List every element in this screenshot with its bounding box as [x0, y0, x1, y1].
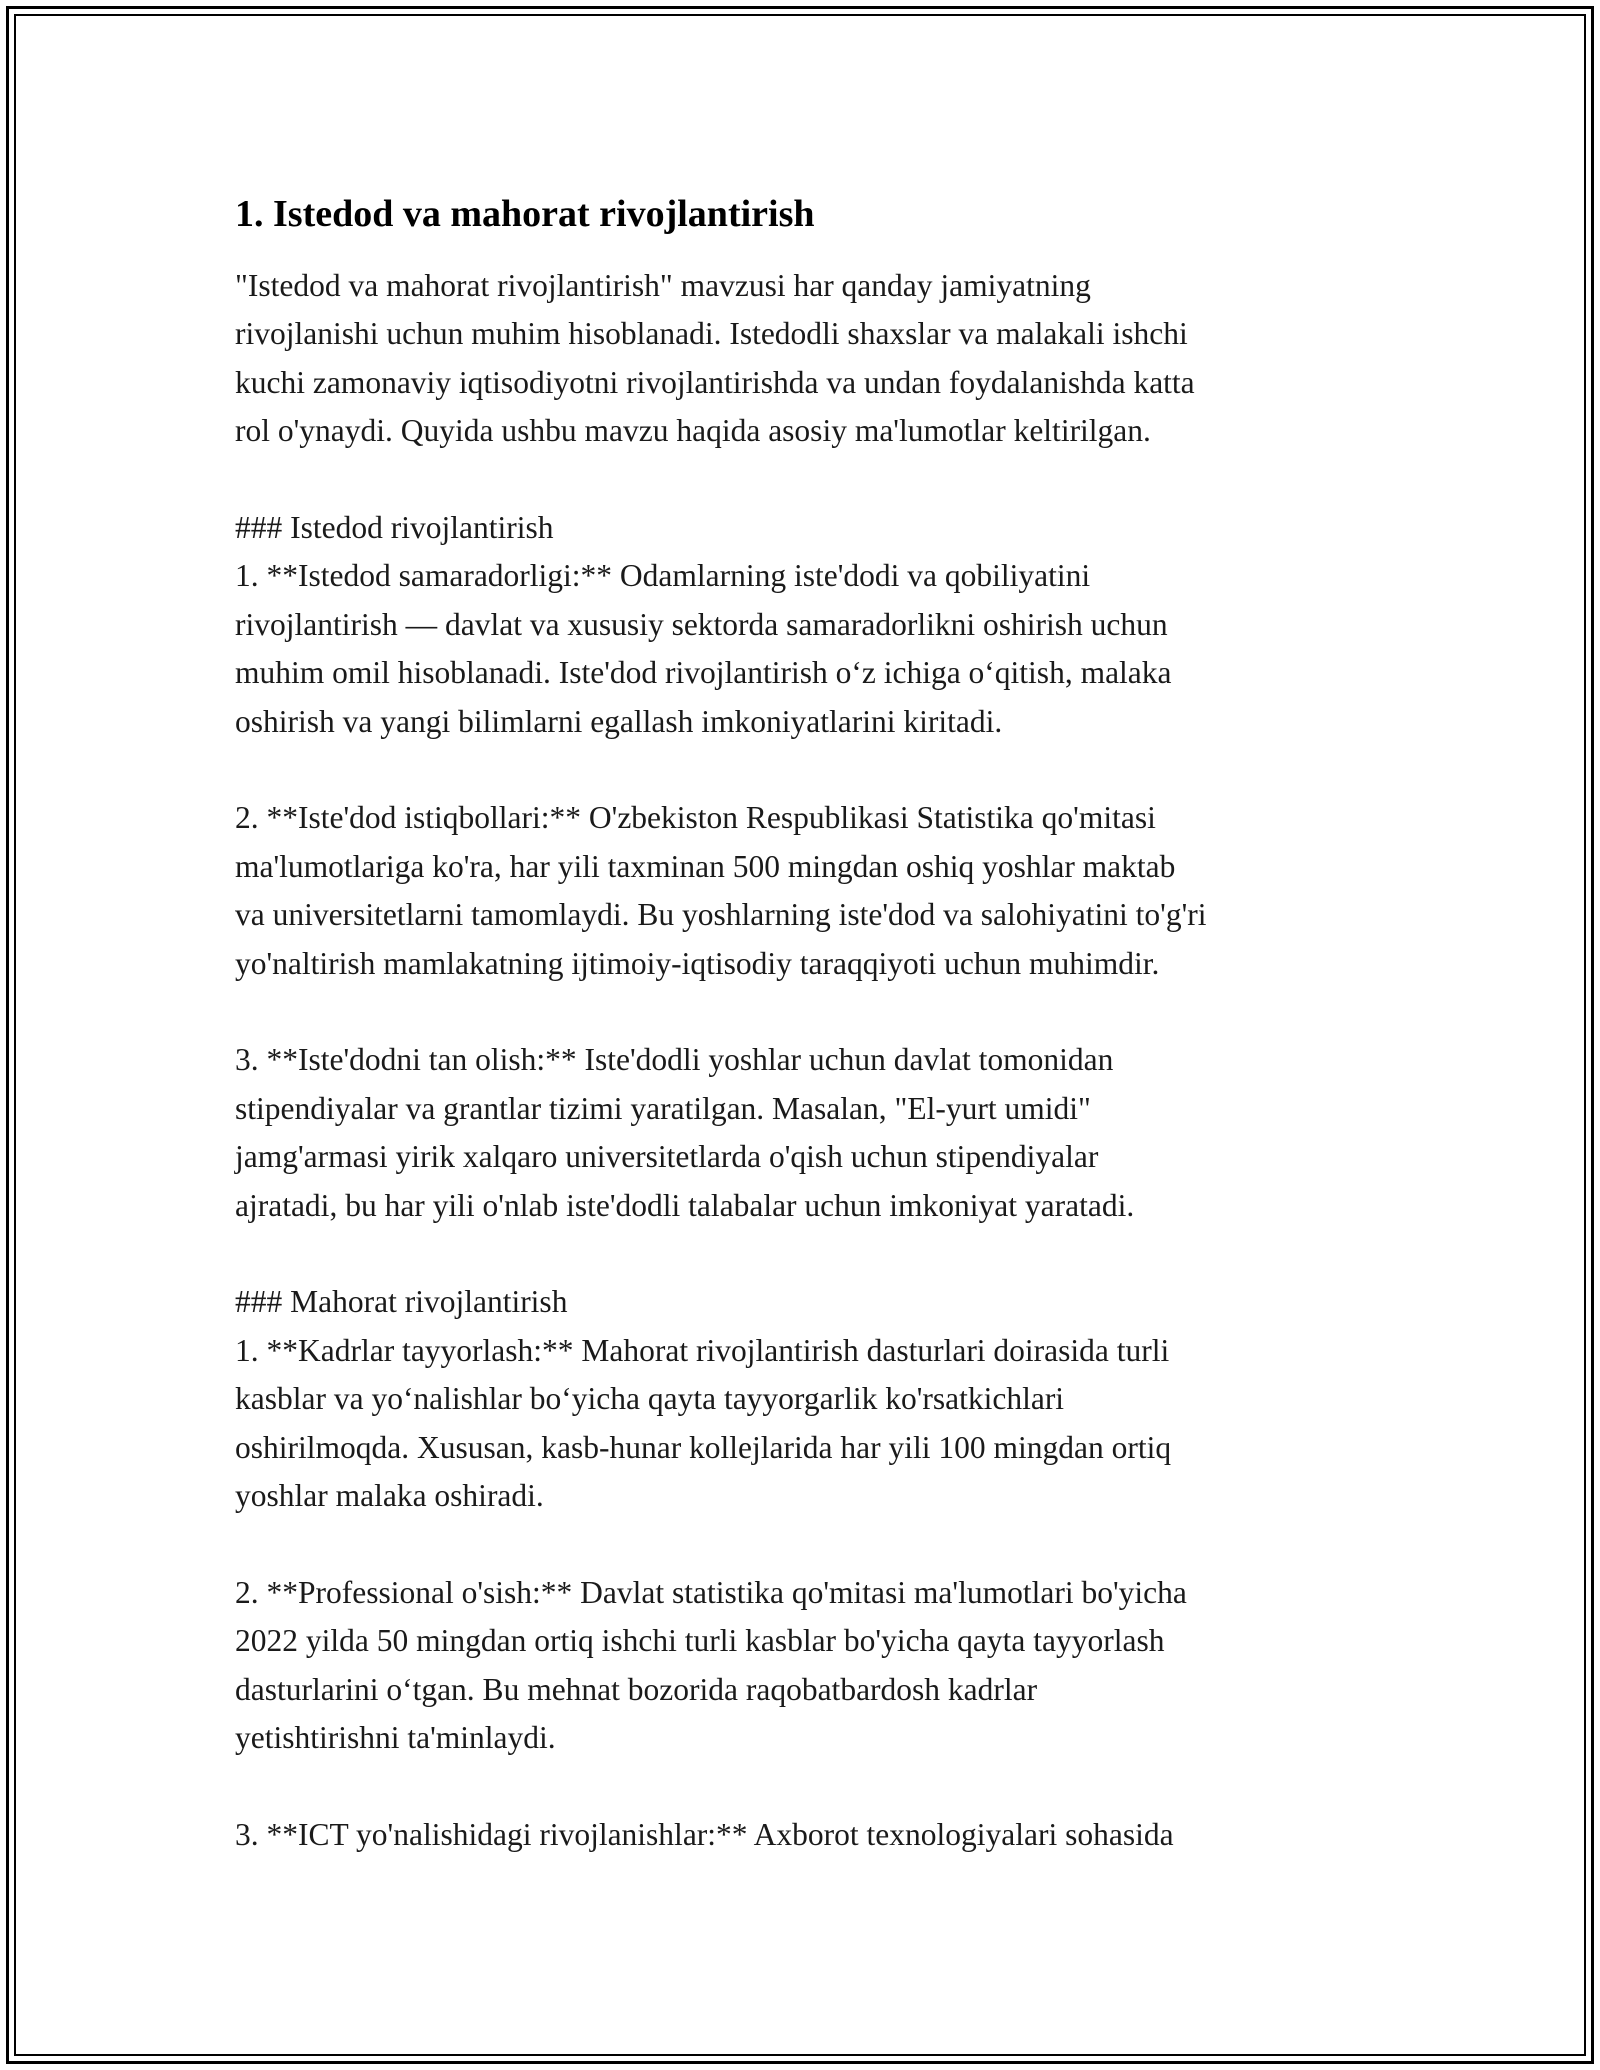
text-line: ajratadi, bu har yili o'nlab iste'dodli talabalar uchun imkoniyat yaratadi.	[235, 1187, 1135, 1223]
blank-line	[235, 988, 1385, 1036]
text-line: kasblar va yoʻnalishlar boʻyicha qayta tayyorgarlik ko'rsatkichlari	[235, 1381, 1065, 1417]
text-line: va universitetlarni tamomlaydi. Bu yoshlarning iste'dod va salohiyatini to'g'ri	[235, 897, 1207, 933]
section-heading-mahorat: ### Mahorat rivojlantirish	[235, 1284, 568, 1320]
text-line: 1. **Kadrlar tayyorlash:** Mahorat rivojlantirish dasturlari doirasida turli	[235, 1332, 1170, 1368]
text-line: 2. **Professional o'sish:** Davlat statistika qo'mitasi ma'lumotlari bo'yicha	[235, 1574, 1187, 1610]
text-line: 2022 yilda 50 mingdan ortiq ishchi turli kasblar bo'yicha qayta tayyorlash	[235, 1623, 1165, 1659]
blank-line	[235, 1521, 1385, 1569]
text-line: rol o'ynaydi. Quyida ushbu mavzu haqida asosiy ma'lumotlar keltirilgan.	[235, 413, 1151, 449]
intro-paragraph	[235, 262, 1385, 456]
text-line: stipendiyalar va grantlar tizimi yaratilgan. Masalan, "El-yurt umidi"	[235, 1090, 1091, 1126]
text-line: oshirish va yangi bilimlarni egallash imkoniyatlarini kiritadi.	[235, 703, 1003, 739]
text-line: 3. **ICT yo'nalishidagi rivojlanishlar:** Axborot texnologiyalari sohasida	[235, 1816, 1174, 1852]
text-line: "Istedod va mahorat rivojlantirish" mavzusi har qanday jamiyatning	[235, 268, 1091, 303]
text-line: 1. **Istedod samaradorligi:** Odamlarning iste'dodi va qobiliyatini	[235, 558, 1091, 594]
list-item	[235, 1811, 1385, 1859]
text-line: yoshlar malaka oshiradi.	[235, 1478, 544, 1514]
list-item	[235, 1569, 1385, 1763]
list-item	[235, 1327, 1385, 1521]
blank-line	[235, 1763, 1385, 1811]
blank-line	[235, 456, 1385, 504]
list-item	[235, 1036, 1385, 1230]
text-line: ma'lumotlariga ko'ra, har yili taxminan 500 mingdan oshiq yoshlar maktab	[235, 848, 1176, 884]
section-heading-istedod: ### Istedod rivojlantirish	[235, 510, 554, 546]
list-item	[235, 794, 1385, 988]
blank-line	[235, 1230, 1385, 1278]
list-item	[235, 552, 1385, 746]
document-body	[235, 188, 1385, 1859]
document-title: 1. Istedod va mahorat rivojlantirish	[235, 193, 815, 235]
text-line: dasturlarini oʻtgan. Bu mehnat bozorida raqobatbardosh kadrlar	[235, 1671, 1038, 1707]
blank-line	[235, 746, 1385, 794]
text-line: oshirilmoqda. Xususan, kasb-hunar kollejlarida har yili 100 mingdan ortiq	[235, 1429, 1172, 1465]
text-line: kuchi zamonaviy iqtisodiyotni rivojlantirishda va undan foydalanishda katta	[235, 364, 1195, 400]
text-line: muhim omil hisoblanadi. Iste'dod rivojlantirish oʻz ichiga oʻqitish, malaka	[235, 655, 1172, 691]
text-line: yo'naltirish mamlakatning ijtimoiy-iqtisodiy taraqqiyoti uchun muhimdir.	[235, 945, 1160, 981]
text-line: 2. **Iste'dod istiqbollari:** O'zbekiston Respublikasi Statistika qo'mitasi	[235, 800, 1156, 836]
text-line: rivojlantirish — davlat va xususiy sektorda samaradorlikni oshirish uchun	[235, 606, 1168, 642]
text-line: jamg'armasi yirik xalqaro universitetlarda o'qish uchun stipendiyalar	[235, 1139, 1099, 1175]
text-line: 3. **Iste'dodni tan olish:** Iste'dodli yoshlar uchun davlat tomonidan	[235, 1042, 1114, 1078]
text-line: yetishtirishni ta'minlaydi.	[235, 1720, 556, 1756]
text-line: rivojlanishi uchun muhim hisoblanadi. Istedodli shaxslar va malakali ishchi	[235, 316, 1188, 352]
